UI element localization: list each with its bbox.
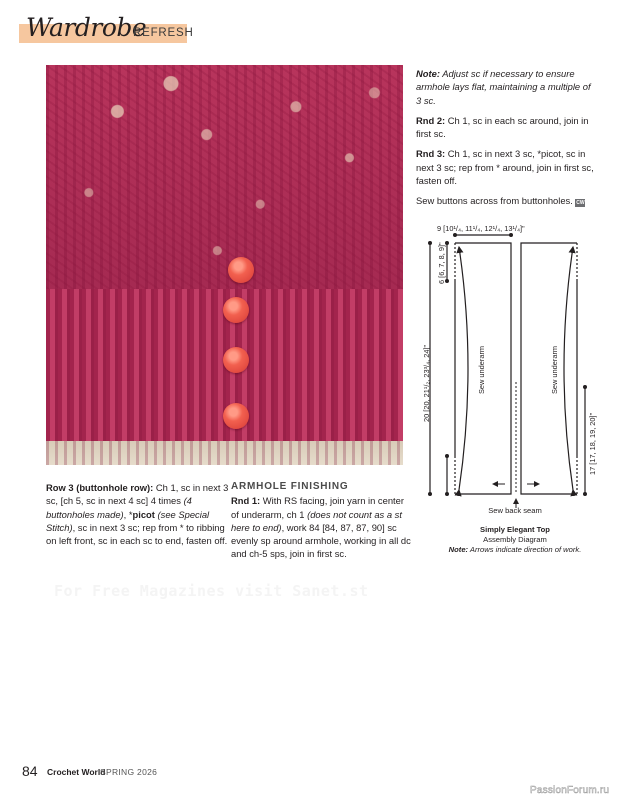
issue-label: SPRING 2026 — [100, 767, 158, 777]
rnd2-text: Ch 1, sc in each sc around, join in first sc. — [416, 114, 589, 140]
rnd2-label: Rnd 2: — [416, 114, 446, 126]
watermark-text: For Free Magazines visit Sanet.st — [54, 582, 369, 600]
rnd3-label: Rnd 3: — [416, 148, 446, 160]
rnd3-text: Ch 1, sc in next 3 sc, *picot, sc in next 3 sc; rep from * around, join in first sc, fasten off. — [416, 148, 594, 187]
picot-term: picot — [132, 508, 155, 520]
rnd1-text: With RS facing, join yarn in center of underarm, ch 1 — [231, 495, 404, 520]
armhole-dimension-label: 6 [6, 7, 8, 9]" — [437, 242, 446, 284]
row3-instructions — [46, 481, 231, 554]
diagram-note — [415, 545, 615, 555]
diagram-title: Simply Elegant Top — [480, 525, 550, 534]
row3-italic: (4 buttonholes made) — [46, 495, 192, 520]
button-bead-1 — [228, 257, 254, 283]
diagram-note-label: Note: — [448, 545, 469, 554]
rnd1-label: Rnd 1: — [231, 495, 261, 507]
magazine-name: Crochet World — [47, 767, 106, 777]
row3-text: , * — [123, 508, 133, 520]
rnd1-italic: (does not count as a st here to end) — [231, 508, 402, 533]
armhole-finishing — [231, 480, 411, 568]
note-label: Note: — [416, 68, 440, 79]
lace-pattern — [46, 65, 403, 297]
diagram-note-text: Arrows indicate direction of work. — [468, 545, 582, 554]
row3-text: , sc in next 3 sc; rep from * to ribbing on left front, sc in each sc to end, fasten off. — [46, 521, 228, 547]
assembly-diagram — [415, 222, 615, 562]
row3-text: Ch 1, sc in next 3 sc, [ch 5, sc in next 4 sc] 4 times — [46, 482, 229, 507]
row3-label: Row 3 (buttonhole row): — [46, 482, 154, 493]
diagram-subtitle: Assembly Diagram — [483, 535, 547, 544]
height-dimension-label: 20 [20, 21¹/₂, 23³/₄, 24]" — [422, 344, 431, 422]
lower-dimension-label: 17 [17, 18, 19, 20]" — [588, 412, 597, 475]
closing-text: Sew buttons across from buttonholes. — [416, 195, 576, 207]
page-number: 84 — [22, 763, 38, 779]
width-dimension-label: 9 [10¹/₄, 11¹/₄, 12¹/₄, 13¹/₄]" — [437, 224, 525, 233]
right-panel-label: Sew underarm — [550, 345, 559, 394]
product-photo — [46, 65, 403, 465]
button-bead-4 — [223, 403, 249, 429]
section-title-script: Wardrobe — [26, 13, 147, 42]
section-title-subtitle: REFRESH — [133, 27, 194, 39]
right-column-instructions — [416, 67, 596, 215]
button-bead-3 — [223, 347, 249, 373]
site-watermark: PassionForum.ru — [530, 785, 610, 796]
button-bead-2 — [223, 297, 249, 323]
note-text: Adjust sc if necessary to ensure armhole lays flat, maintaining a multiple of 3 sc. — [416, 68, 591, 106]
rnd1-text: , work 84 [84, 87, 87, 90] sc evenly sp around armhole, working in all dc and ch-5 sps, join in first sc. — [231, 521, 411, 560]
row3-italic: (see Special Stitch) — [46, 508, 210, 533]
seam-label: Sew back seam — [488, 506, 542, 515]
section-heading: ARMHOLE FINISHING — [231, 481, 349, 492]
end-mark-icon: CW — [576, 200, 585, 207]
left-panel-label: Sew underarm — [477, 345, 486, 394]
